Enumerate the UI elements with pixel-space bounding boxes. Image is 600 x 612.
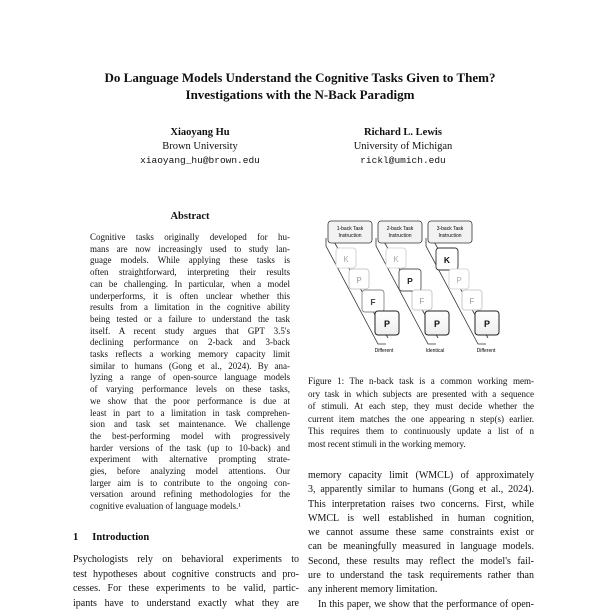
abstract-line: we show that the poor performance is due at xyxy=(90,395,290,406)
body-line: WMCL is well established in human cognition, xyxy=(308,512,534,524)
body-line: 3, apparently similar to humans (Gong et al., 2024). xyxy=(308,484,534,496)
abstract-line: often straightforward, interpreting their results xyxy=(90,267,290,278)
stimulus-letter: P xyxy=(383,319,391,329)
abstract-line: can be challenging. In particular, when a model xyxy=(90,278,290,289)
abstract-line: gies, before analyzing model attentions. Our xyxy=(90,466,290,477)
stimulus-letter: K xyxy=(393,255,399,264)
abstract-line: Cognitive tasks originally developed for hu- xyxy=(90,232,290,242)
right-column-body xyxy=(308,469,534,612)
figure-caption xyxy=(308,375,534,450)
nback-figure xyxy=(318,218,518,360)
body-line: memory capacity limit (WMCL) of approximately xyxy=(308,470,534,481)
stimulus-letter: K xyxy=(443,255,451,265)
abstract-line: mans are now increasingly used to study lan- xyxy=(90,243,290,254)
instruction-label: Instruction xyxy=(438,233,462,239)
stimulus-letter: P xyxy=(456,276,462,285)
title-line-2: Investigations with the N-Back Paradigm xyxy=(185,87,415,102)
abstract-line: harder versions of the task (up to 10-back) and xyxy=(90,442,290,453)
abstract-line: least in part to a limitation in task comprehen- xyxy=(90,407,290,418)
result-label: Different xyxy=(374,348,394,354)
author-block-1 xyxy=(125,126,275,168)
author-affiliation: Brown University xyxy=(162,141,238,152)
abstract-line: guage models. While applying these tasks is xyxy=(90,255,290,266)
abstract-line: results from a limitation in the cognitive ability xyxy=(90,302,290,313)
stimulus-letter: F xyxy=(419,297,425,306)
stimulus-letter: P xyxy=(483,319,491,329)
abstract-line: experiment with alternative prompting strate- xyxy=(90,454,290,465)
stimulus-letter: K xyxy=(343,255,349,264)
instruction-label: 1-back Task xyxy=(336,226,364,232)
intro-line: Psychologists rely on behavioral experiments to xyxy=(73,554,299,565)
stimulus-letter: P xyxy=(407,276,413,286)
intro-line: cesses. For these experiments to be valid, partic- xyxy=(73,583,299,594)
instruction-box-1 xyxy=(328,221,372,243)
body-line: can be meaningfully measured in language models. xyxy=(308,541,534,553)
abstract-line: of varying performance levels on these tasks, xyxy=(90,384,290,395)
abstract-line: itself. A recent study argues that GPT 3.5's xyxy=(90,325,290,336)
author-name: Richard L. Lewis xyxy=(364,127,442,138)
stimulus-letter: F xyxy=(370,297,376,307)
intro-body xyxy=(73,553,299,611)
body-line: This interpretation raises two concerns. First, while xyxy=(308,498,534,510)
abstract-heading: Abstract xyxy=(170,211,210,222)
body-line: any inherent memory limitation. xyxy=(308,584,438,596)
abstract-line: similar to humans (Gong et al., 2024). By ana- xyxy=(90,360,290,371)
author-name: Xiaoyang Hu xyxy=(170,127,230,138)
author-email: rickl@umich.edu xyxy=(360,155,446,166)
paper-title xyxy=(40,69,560,103)
instruction-box-3 xyxy=(428,221,472,243)
abstract-line: cognitive evaluation of language models.¹ xyxy=(90,501,241,512)
abstract-line: tasks reflects a working memory capacity limit xyxy=(90,349,290,360)
title-line-1: Do Language Models Understand the Cognitive Tasks Given to Them? xyxy=(104,70,496,85)
caption-line: of stimuli. At each step, they must decide whether the xyxy=(308,401,534,411)
abstract-line: lyzing a range of open-source language models xyxy=(90,372,290,383)
caption-line: current item matches the one appearing n step(s) earlier. xyxy=(308,413,534,424)
abstract-body xyxy=(90,232,290,513)
abstract-line: the best-performing model with progressively xyxy=(90,430,290,441)
section-title: Introduction xyxy=(92,532,150,543)
author-affiliation: University of Michigan xyxy=(353,141,453,152)
intro-line: ipants have to understand exactly what they are xyxy=(73,597,299,609)
caption-line: This requires them to continuously update a list of n xyxy=(308,426,534,436)
body-line: Second, these results may reflect the model's fail- xyxy=(308,555,534,567)
abstract-line: sion and task set maintenance. We challenge xyxy=(90,419,290,430)
caption-line: ory task in which subjects are presented with a sequence xyxy=(308,388,534,399)
caption-line: most recent stimuli in the working memory. xyxy=(308,438,466,449)
instruction-label: 3-back Task xyxy=(436,226,464,232)
abstract-line: being tested or a failure to understand the task xyxy=(90,313,290,324)
abstract-line: declining performance on 2-back and 3-back xyxy=(90,337,290,348)
section-number: 1 xyxy=(73,532,79,543)
result-label: Different xyxy=(476,348,496,354)
stimulus-letter: F xyxy=(469,297,475,306)
abstract-line: underperforms, it is often unclear whether this xyxy=(90,290,290,301)
section-heading xyxy=(73,532,149,543)
author-email: xiaoyang_hu@brown.edu xyxy=(140,155,260,166)
instruction-label: 2-back Task xyxy=(386,226,414,232)
author-block-2 xyxy=(328,126,478,168)
caption-line: Figure 1: The n-back task is a common working mem- xyxy=(308,376,534,386)
abstract-line: larger aim is to contribute to the ongoing con- xyxy=(90,477,290,488)
result-label: Identical xyxy=(425,348,445,354)
stimulus-letter: P xyxy=(356,276,362,285)
abstract-line: versation around refining methodologies for the xyxy=(90,489,290,500)
stimulus-letter: P xyxy=(433,319,441,329)
instruction-label: Instruction xyxy=(338,233,362,239)
body-line: In this paper, we show that the performance of open- xyxy=(318,598,534,610)
intro-line: test hypotheses about cognitive constructs and pro- xyxy=(73,568,299,580)
body-line: we cannot assume these same constraints exist or xyxy=(308,527,534,539)
body-line: ure to understand the task requirements rather than xyxy=(308,570,534,582)
instruction-label: Instruction xyxy=(388,233,412,239)
instruction-box-2 xyxy=(378,221,422,243)
